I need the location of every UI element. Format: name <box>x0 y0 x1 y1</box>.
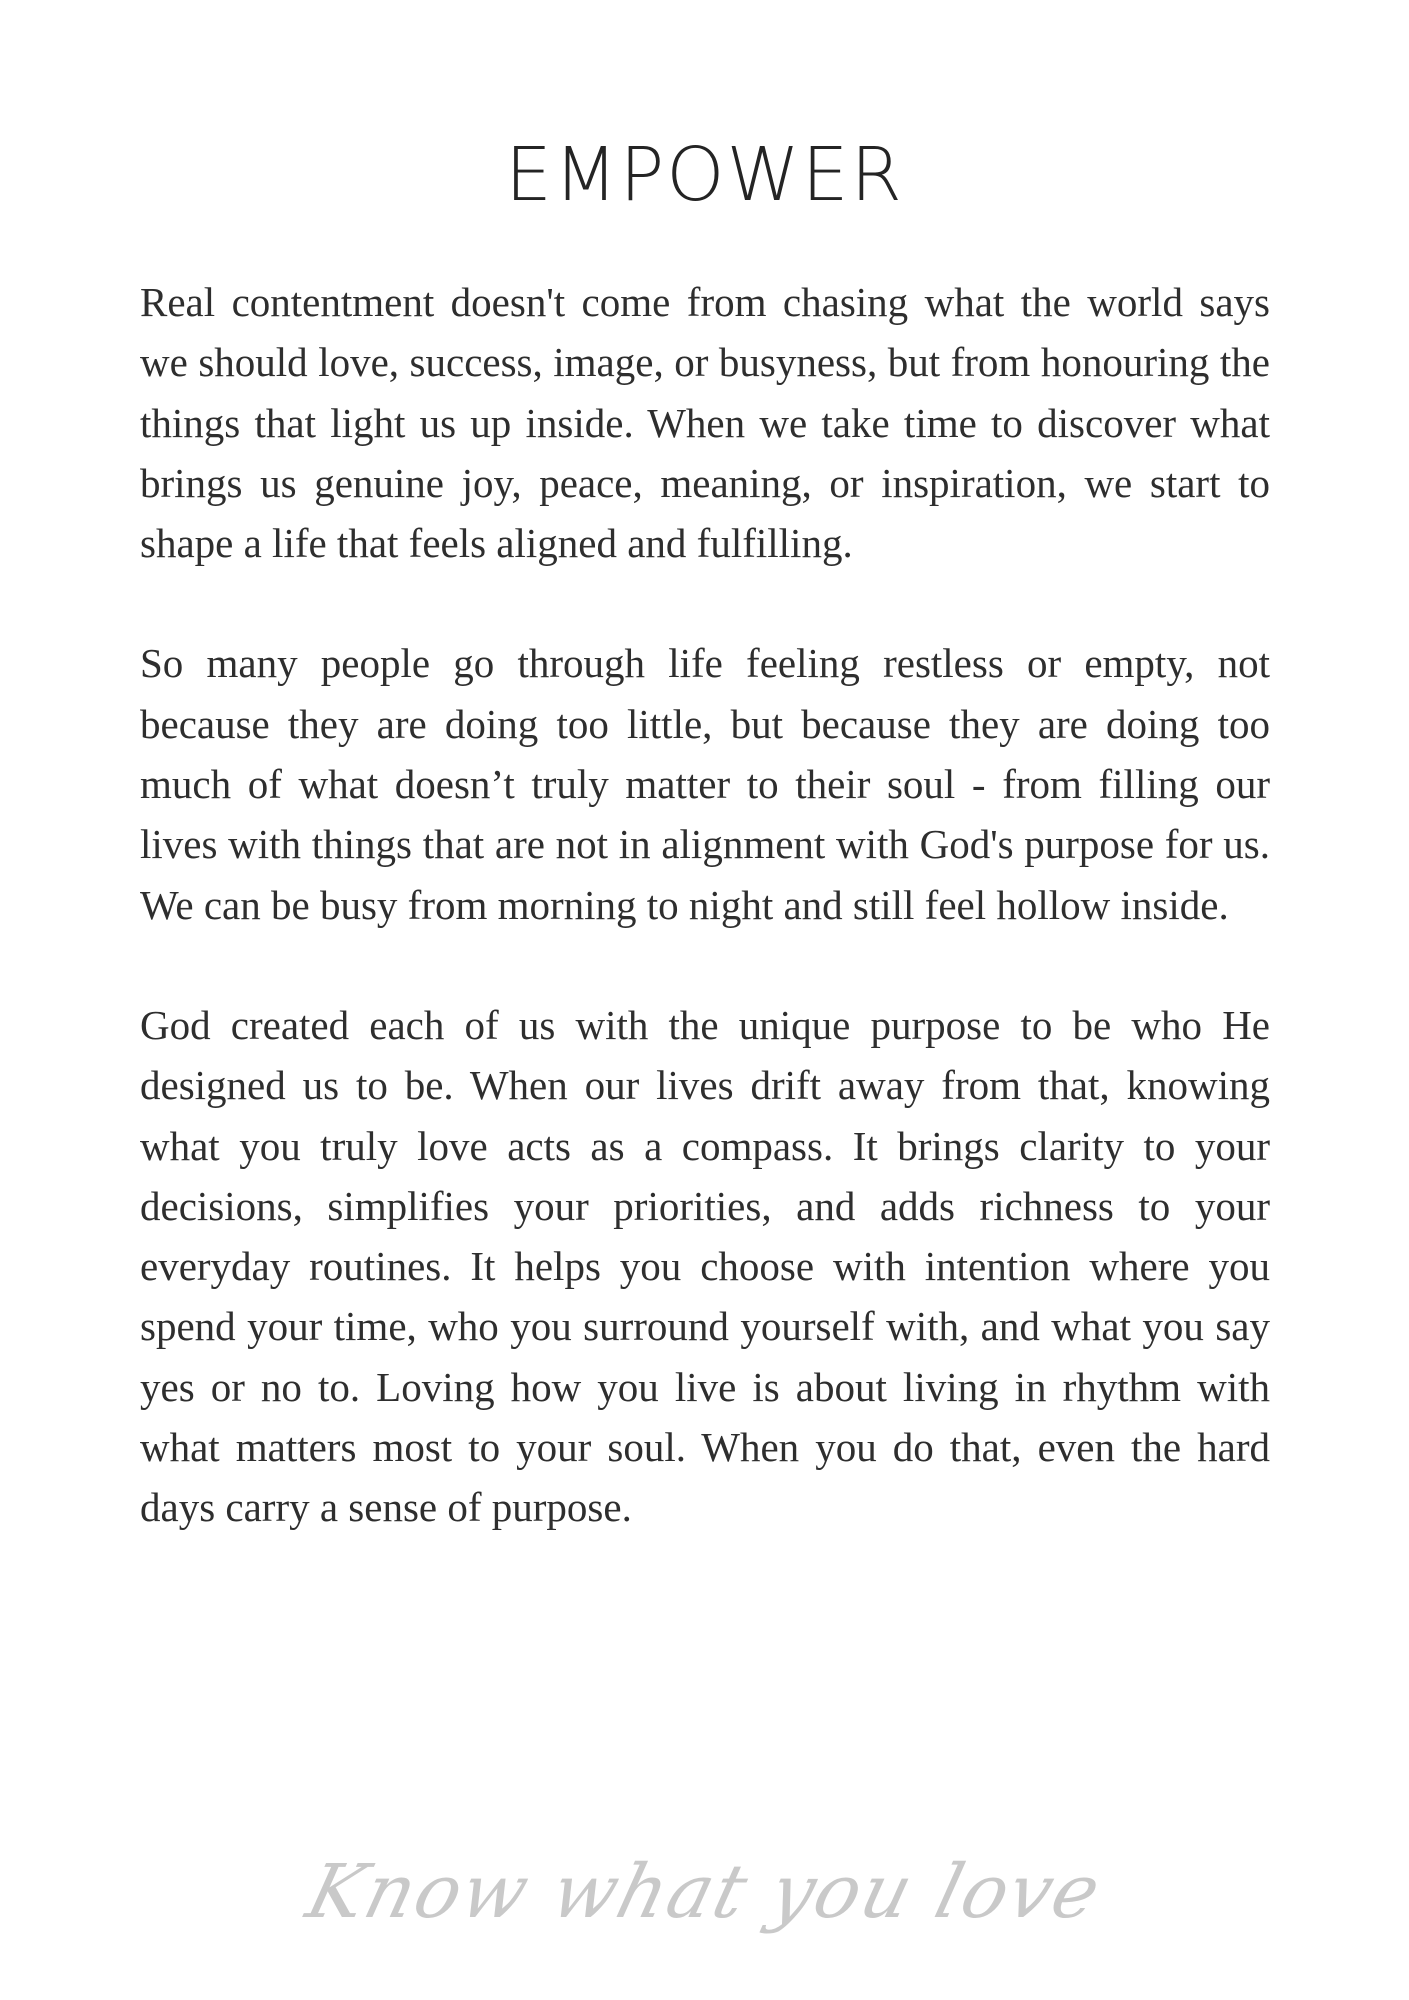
paragraph-3: God created each of us with the unique purpose to be who He designed us to be. When our lives drift away from that, knowing what you truly love acts as a compass. It brings clarity to your decisions, simplifies your priorities, and adds richness to your everyday routines. It helps you choose with intention where you spend your time, who you surround yourself with, and what you say yes or no to. Loving how you live is about living in rhythm with what matters most to your soul. When you do that, even the hard days carry a sense of purpose. <box>140 1001 1270 1531</box>
paragraph-1: Real contentment doesn't come from chasing what the world says we should love, success, image, or busyness, but from honouring the things that light us up inside. When we take time to discover what brings us genuine joy, peace, meaning, or inspiration, we start to shape a life that feels aligned and fulfilling. <box>140 279 1270 567</box>
page-title: EMPOWER <box>505 132 904 218</box>
body-text <box>140 272 1270 1538</box>
footer-script-tagline: Know what you love <box>298 1849 1111 1935</box>
paragraph-2: So many people go through life feeling restless or empty, not because they are doing too little, but because they are doing too much of what doesn’t truly matter to their soul - from filling our lives with things that are not in alignment with God's purpose for us. We can be busy from morning to night and still feel hollow inside. <box>140 640 1270 928</box>
